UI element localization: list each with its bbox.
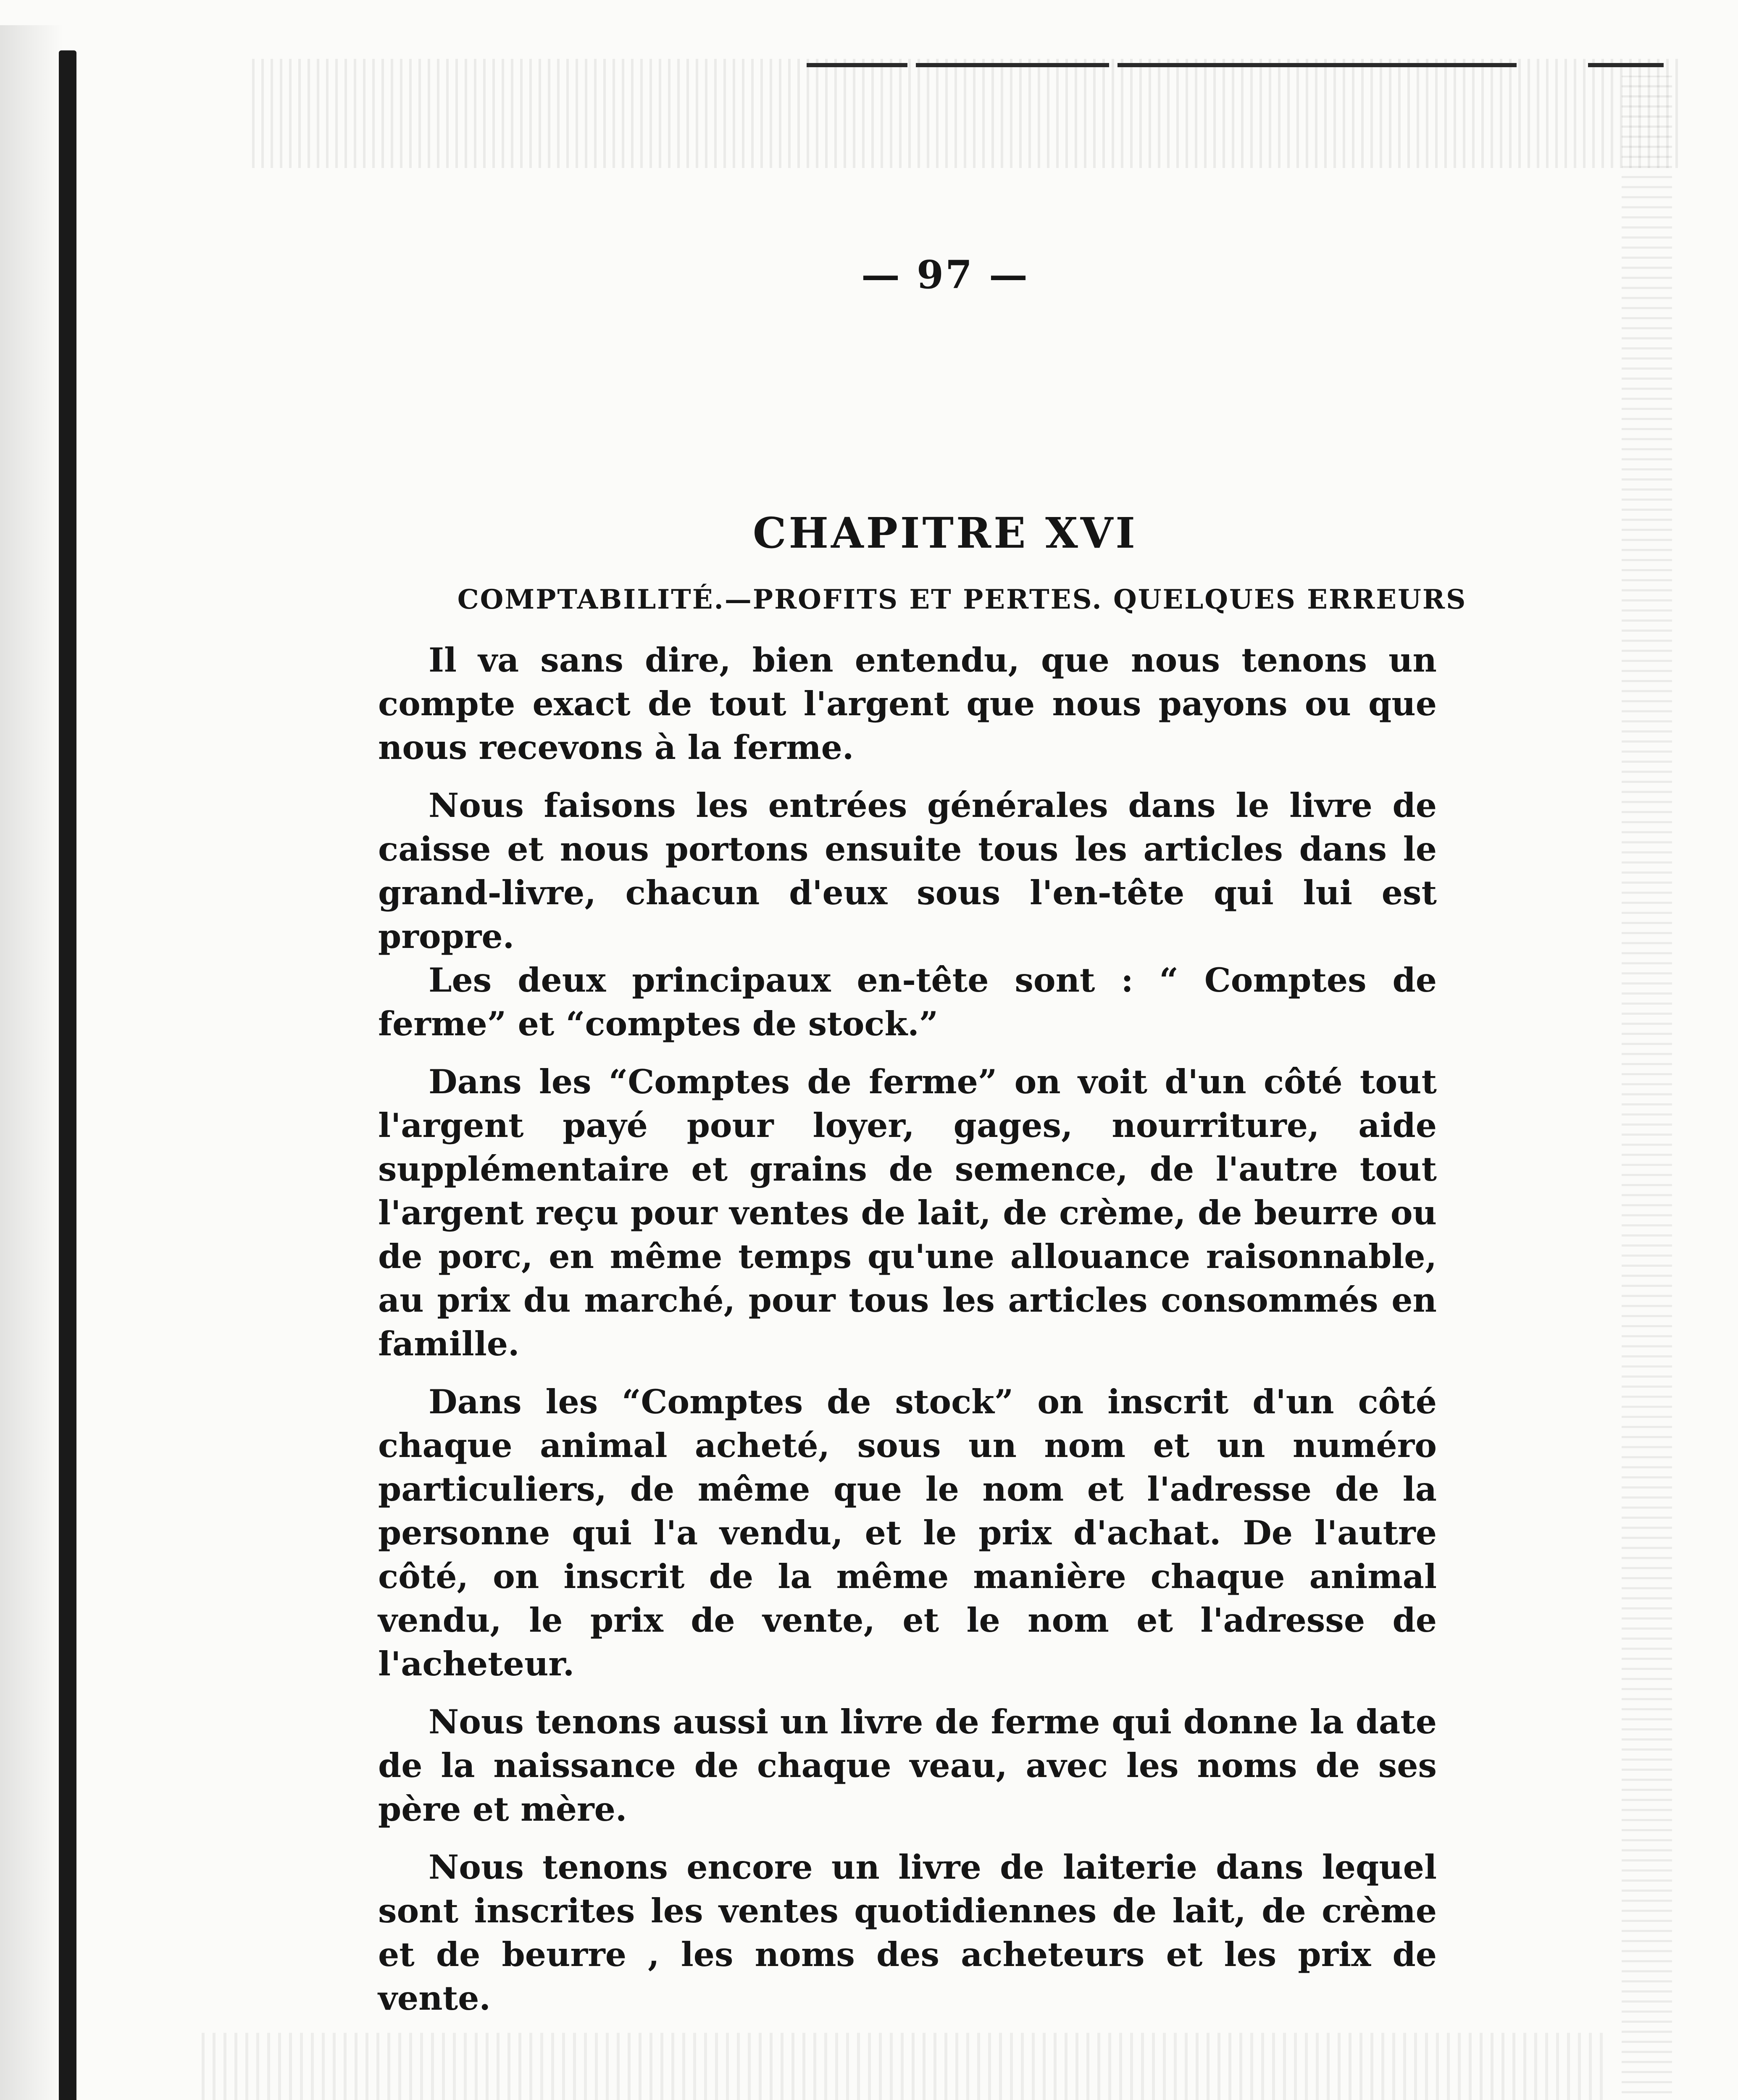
paragraph: Il va sans dire, bien entendu, que nous tenons un compte exact de tout l'argent que nous payons ou que nous recevons à la ferme. — [378, 640, 1437, 767]
scan-noise-top — [252, 59, 1680, 168]
paragraph: Nous tenons aussi un livre de ferme qui donne la date de la naissance de chaque veau, avec les noms de ses père et mère. — [378, 1702, 1437, 1829]
scan-rule — [807, 63, 907, 67]
chapter-title: CHAPITRE XVI — [752, 508, 1138, 558]
chapter-subtitle: COMPTABILITÉ.—PROFITS ET PERTES. QUELQUES ERREURS — [457, 584, 1467, 615]
scan-rule — [916, 63, 1109, 67]
scan-shadow — [0, 25, 63, 2100]
page-number: — 97 — — [861, 252, 1030, 297]
paragraph: Nous faisons les entrées générales dans le livre de caisse et nous portons ensuite tous les articles dans le grand-livre, chacun d'eux sous l'en-tête qui lui est propre. — [378, 786, 1437, 956]
binding-edge — [59, 50, 76, 2100]
paragraph: Les deux principaux en-tête sont : “ Comptes de ferme” et “comptes de stock.” — [378, 961, 1437, 1043]
scan-rule — [1588, 63, 1664, 67]
scan-rule — [1117, 63, 1517, 67]
scan-noise-bottom — [202, 2033, 1609, 2100]
body-text — [378, 638, 1437, 2034]
scan-noise-right — [1622, 76, 1672, 2100]
paragraph: Nous tenons encore un livre de laiterie dans lequel sont inscrites les ventes quotidiennes de lait, de crème et de beurre , les noms des acheteurs et les prix de vente. — [378, 1848, 1437, 2018]
paragraph: Dans les “Comptes de stock” on inscrit d'un côté chaque animal acheté, sous un nom et un numéro particuliers, de même que le nom et l'adresse de la personne qui l'a vendu, et le prix d'achat. De l'autre côté, on inscrit de la même manière chaque animal vendu, le prix de vente, et le nom et l'adresse de l'acheteur. — [378, 1382, 1437, 1683]
paragraph: Dans les “Comptes de ferme” on voit d'un côté tout l'argent payé pour loyer, gages, nourriture, aide supplémentaire et grains de semence, de l'autre tout l'argent reçu pour ventes de lait, de crème, de beurre ou de porc, en même temps qu'une allouance raisonnable, au prix du marché, pour tous les articles consommés en famille. — [378, 1062, 1437, 1363]
